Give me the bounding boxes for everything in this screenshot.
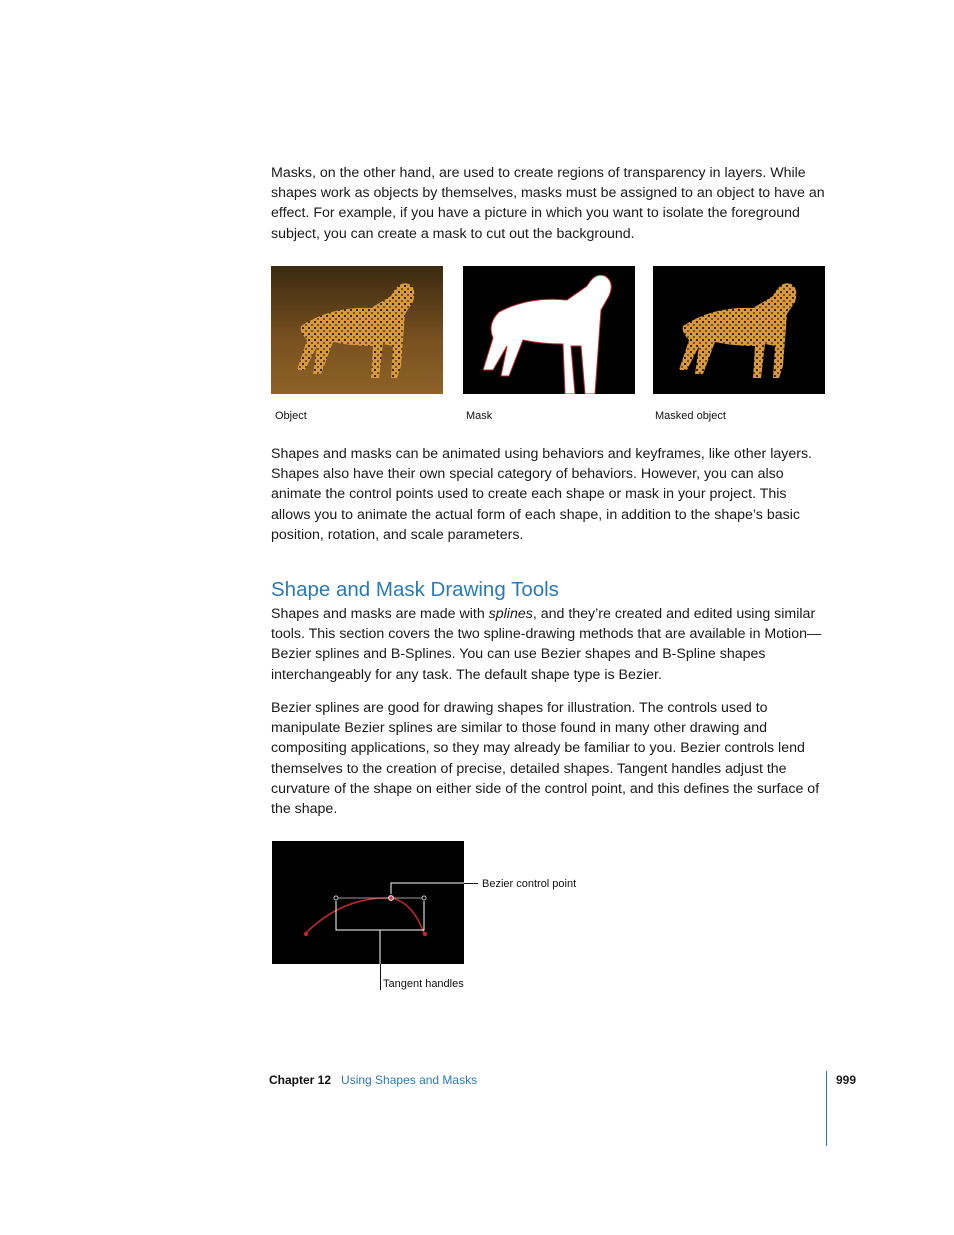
bezier-diagram bbox=[272, 841, 464, 964]
mask-image bbox=[463, 266, 635, 394]
paragraph-bezier: Bezier splines are good for drawing shapes for illustration. The controls used to manipulate Bezier splines are similar to those found in many other drawing and compositing applications, so they may already be familiar to you. Bezier controls lend themselves to the creation of precise, detailed shapes. Tangent handles adjust the curvature of the shape on either side of the control point, and this defines the surface of the shape. bbox=[271, 700, 820, 818]
footer-divider bbox=[826, 1071, 827, 1146]
splines-text-start: Shapes and masks are made with bbox=[271, 606, 489, 622]
caption-object: Object bbox=[275, 410, 307, 422]
masked-object-image bbox=[653, 266, 825, 394]
section-heading: Shape and Mask Drawing Tools bbox=[271, 578, 559, 601]
paragraph-splines bbox=[271, 604, 827, 685]
tangent-handles-label: Tangent handles bbox=[383, 978, 464, 990]
cheetah-masked-photo bbox=[653, 266, 825, 394]
caption-masked-object: Masked object bbox=[655, 410, 726, 422]
cheetah-mask-silhouette bbox=[463, 266, 635, 394]
bezier-control-point-label: Bezier control point bbox=[482, 878, 577, 890]
cheetah-photo-object bbox=[271, 266, 443, 394]
chapter-number: Chapter 12 bbox=[269, 1073, 332, 1087]
splines-term: splines bbox=[488, 606, 533, 622]
page-number: 999 bbox=[836, 1073, 857, 1087]
paragraph-masks-intro: Masks, on the other hand, are used to create regions of transparency in layers. While shapes work as objects by themselves, masks must be assigned to an object to have an effect. For example, if you have a picture in which you want to isolate the foreground subject, you can create a mask to cut out the background. bbox=[271, 165, 825, 242]
tangent-leader-line bbox=[380, 964, 381, 990]
caption-mask: Mask bbox=[466, 410, 493, 422]
footer-chapter bbox=[269, 1073, 477, 1088]
object-image bbox=[271, 266, 443, 394]
chapter-title: Using Shapes and Masks bbox=[341, 1073, 478, 1087]
splines-text-end: , and they’re created and edited using similar tools. This section covers the two spline-drawing methods that are available in Motion—Bezier splines and B-Splines. You can use Bezier shapes and B-Spline shapes interchangeably for any task. The default shape type is Bezier. bbox=[271, 606, 822, 683]
paragraph-animating-shapes: Shapes and masks can be animated using behaviors and keyframes, like other layers. Shapes also have their own special category of behaviors. However, you can also animate the control points used to create each shape or mask in your project. This allows you to animate the actual form of each shape, in addition to the shape’s basic position, rotation, and scale parameters. bbox=[271, 446, 812, 543]
control-point-leader-line bbox=[464, 883, 478, 884]
bezier-curve-graphic bbox=[272, 841, 464, 964]
